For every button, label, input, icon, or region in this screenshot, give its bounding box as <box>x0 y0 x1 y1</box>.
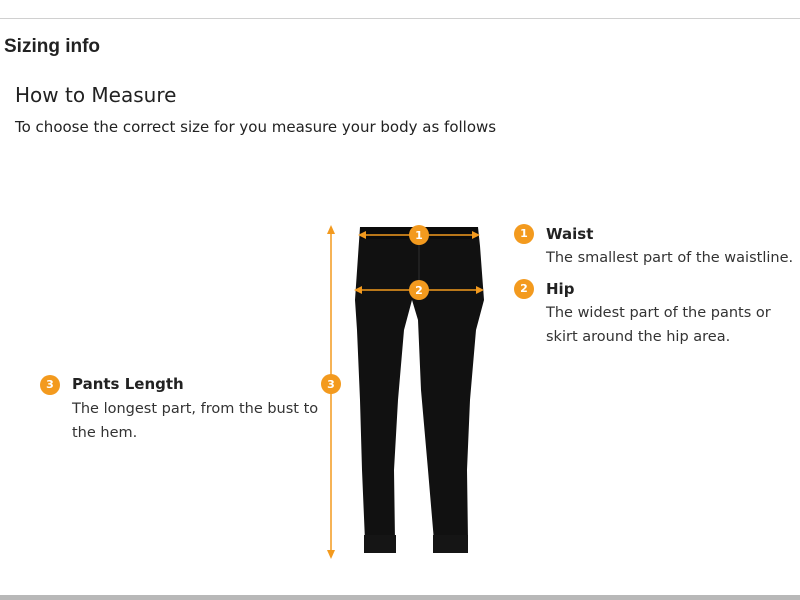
left-cuff <box>364 535 396 553</box>
right-cuff <box>433 535 468 553</box>
how-to-measure-heading: How to Measure <box>15 83 177 107</box>
section-title: Sizing info <box>4 36 101 57</box>
waist-marker-number: 1 <box>415 229 423 242</box>
length-badge: 3 <box>40 375 60 395</box>
hip-badge: 2 <box>514 279 534 299</box>
hip-marker-number: 2 <box>415 284 423 297</box>
waist-description: The smallest part of the waistline. <box>546 250 794 266</box>
how-to-measure-subheading: To choose the correct size for you measure your body as follows <box>15 118 497 136</box>
length-marker-number: 3 <box>327 378 335 391</box>
hip-title: Hip <box>546 280 575 298</box>
length-description: The longest part, from the bust to the hem. <box>72 401 319 441</box>
pants-illustration <box>355 227 484 553</box>
length-title: Pants Length <box>72 375 184 393</box>
waist-title: Waist <box>546 225 594 243</box>
bottom-divider <box>0 595 800 600</box>
hip-description: The widest part of the pants or skirt around the hip area. <box>546 305 771 345</box>
waist-badge: 1 <box>514 224 534 244</box>
